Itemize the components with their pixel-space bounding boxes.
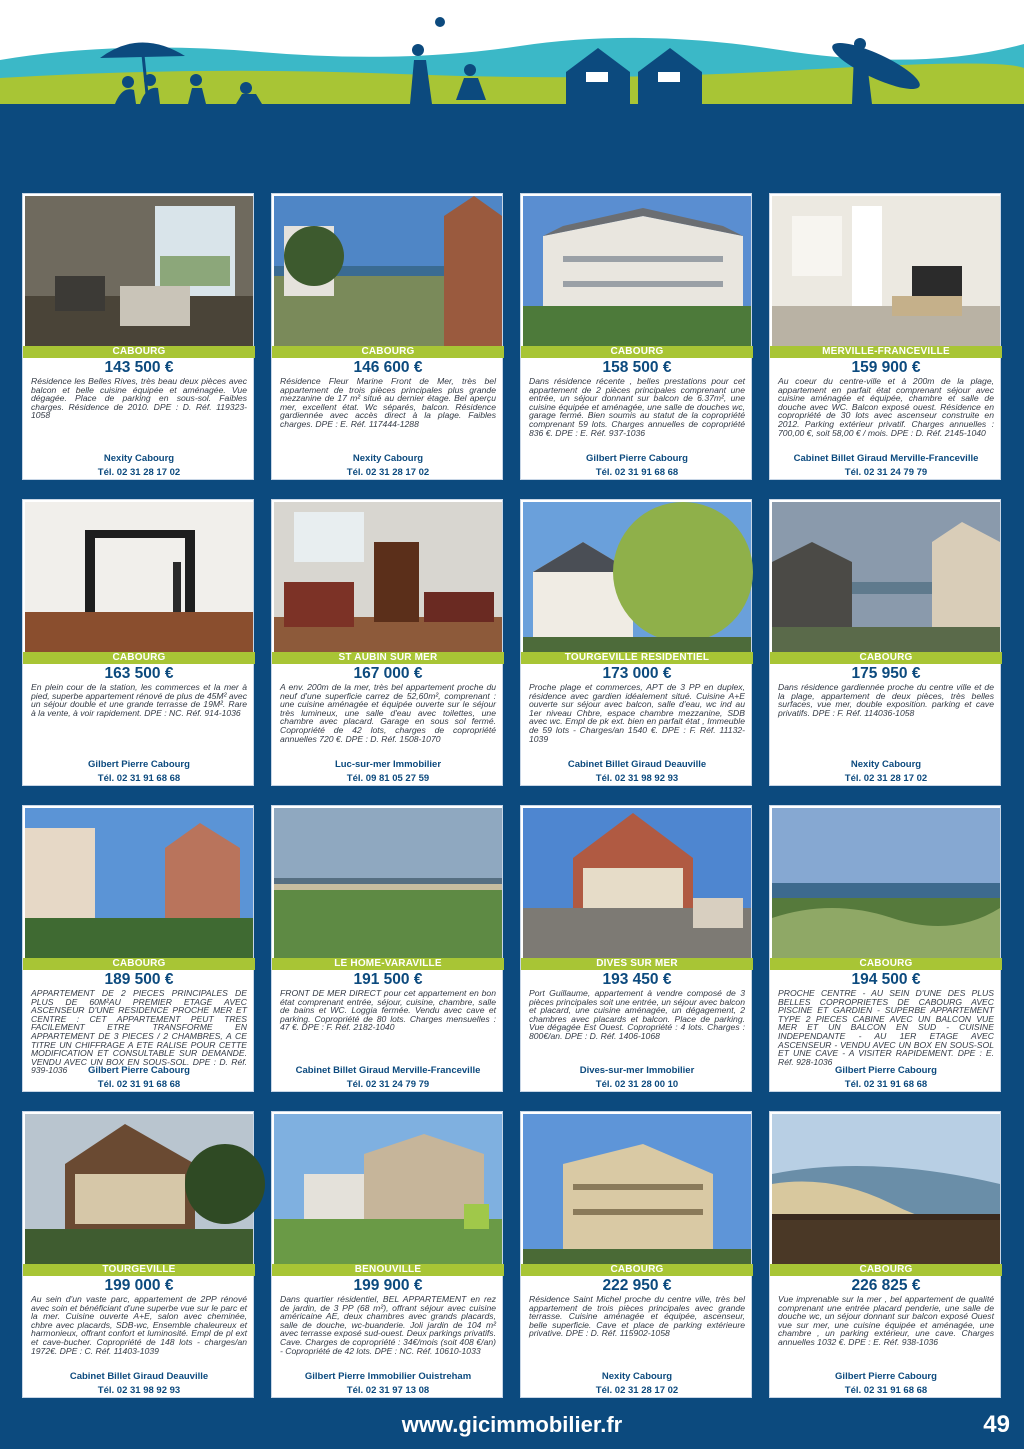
listing-photo xyxy=(772,808,1000,958)
listing-phone[interactable]: Tél. 02 31 98 92 93 xyxy=(97,1385,181,1396)
listing-agency: Cabinet Billet Giraud Deauville xyxy=(69,1371,209,1382)
listing-agency: Cabinet Billet Giraud Merville-Franceville xyxy=(793,453,979,464)
listing-price: 222 950 € xyxy=(602,1277,672,1294)
listing-location: LE HOME-VARAVILLE xyxy=(272,958,504,970)
listing-description: APPARTEMENT DE 2 PIECES PRINCIPALES DE PLUS DE 60M²AU PREMIER ETAGE AVEC ASCENSEUR D'UNE RESIDENCE PROCHE MER ET CENTRE : CET APPARTEMENT PEUT TRES FACILEMENT ETRE TRANSFORME EN APPARTEMENT DE 3 PIECES / 2 CHAMBRES, A CE TITRE UN CHIFFRAGE A ETE RALISE POUR CETTE MODIFICATION ET CONSULTABLE SUR DEMANDE. VENDU AVEC UN BOX EN SOUS-SOL. DPE : D. Réf. 939-1036 xyxy=(31,988,247,1076)
listing-description: FRONT DE MER DIRECT pour cet appartement en bon état comprenant entrée, séjour, cuisine, chambre, salle de bains et WC. Loggia fermée. Vendu avec cave et parking. Copropriété de 80 lots. Charges mensuelles : 47 €. DPE : F. Réf. 2182-1040 xyxy=(280,988,496,1033)
listing-description: En plein cour de la station, les commerces et la mer à pied, superbe appartement rénové de plus de 45M² avec un séjour double et une grande terrasse de 19M². Rare à la vente, à voir rapidement. DPE : NC. Réf. 914-1036 xyxy=(31,682,247,718)
listing-card[interactable] xyxy=(22,805,254,1092)
listing-price: 143 500 € xyxy=(104,359,174,376)
listing-price: 146 600 € xyxy=(353,359,423,376)
listing-phone[interactable]: Tél. 09 81 05 27 59 xyxy=(346,773,430,784)
listing-phone[interactable]: Tél. 02 31 91 68 68 xyxy=(97,773,181,784)
listing-location: CABOURG xyxy=(23,346,255,358)
listing-photo xyxy=(523,196,751,346)
listing-price: 189 500 € xyxy=(104,971,174,988)
website-link[interactable]: www.gicimmobilier.fr xyxy=(401,1412,623,1437)
listing-card[interactable] xyxy=(520,499,752,786)
listing-description: Dans quartier résidentiel, BEL APPARTEMENT en rez de jardin, de 3 PP (68 m²), offrant séjour avec cuisine américaine AE, deux chambres avec grands placards, salle de douche, wc-buanderie. Joli jardin de 104 m² avec terrasse exposé sud-ouest. Deux parkings privatifs. Cave. Charges de copropriété : 34€/mois (soit 408 €/an) - Copropriété de 42 lots. DPE : NC. Réf. 10610-1033 xyxy=(280,1294,496,1356)
listing-description: Dans résidence gardiennée proche du centre ville et de la plage, appartement de deux pièces, très belles surfaces, vue mer, double exposition. parking et cave privatifs. DPE : F. Réf. 114036-1058 xyxy=(778,682,994,718)
listing-phone[interactable]: Tél. 02 31 28 17 02 xyxy=(595,1385,679,1396)
listing-phone[interactable]: Tél. 02 31 24 79 79 xyxy=(844,467,928,478)
listing-card[interactable] xyxy=(22,193,254,480)
listing-agency: Nexity Cabourg xyxy=(103,453,175,464)
listing-card[interactable] xyxy=(271,193,503,480)
listing-agency: Nexity Cabourg xyxy=(601,1371,673,1382)
listing-card[interactable] xyxy=(520,193,752,480)
listing-price: 175 950 € xyxy=(851,665,921,682)
listing-photo xyxy=(274,1114,502,1264)
listing-location: CABOURG xyxy=(521,346,753,358)
listing-description: A env. 200m de la mer, très bel appartement proche du neuf d'une superficie carrez de 52,60m², comprenant : une cuisine aménagée et équipée ouverte sur le séjour très lumineux, une salle d'eau avec toilettes, une chambre avec placard. Garage en sous sol fermé. Copropriété de 42 lots, charges de copropriété annuelles 720 €. DPE : D. Réf. 1508-1070 xyxy=(280,682,496,744)
listing-agency: Nexity Cabourg xyxy=(352,453,424,464)
listing-location: TOURGEVILLE xyxy=(23,1264,255,1276)
listing-card[interactable] xyxy=(769,193,1001,480)
listing-description: Résidence Fleur Marine Front de Mer, très bel appartement de trois pièces principales plus grande mezzanine de 17 m² situé au dernier étage. Bel aperçu mer, excellent état. Wc séparés, balcon. Résidence gardiennée avec accès direct à la plage. Faibles charges. DPE : E. Réf. 117444-1288 xyxy=(280,376,496,429)
listing-agency: Gilbert Pierre Cabourg xyxy=(835,1065,937,1076)
listing-agency: Cabinet Billet Giraud Merville-Franceville xyxy=(295,1065,481,1076)
listing-location: CABOURG xyxy=(770,652,1002,664)
listing-location: CABOURG xyxy=(272,346,504,358)
listing-description: Au sein d'un vaste parc, appartement de 2PP rénové avec soin et bénéficiant d'une superbe vue sur le parc et la mer. Cuisine ouverte A+E, salon avec cheminée, chbre avec placards, SDB-wc, Ensemble chaleureux et harmonieux, offrant confort et luminosité. Empl de pl ext et cave-bucher. Copropriété de 148 lots - charges/an 1972€. DPE : C. Réf. 11403-1039 xyxy=(31,1294,247,1356)
listing-photo xyxy=(274,502,502,652)
listing-location: CABOURG xyxy=(770,1264,1002,1276)
listing-card[interactable] xyxy=(769,499,1001,786)
listing-card[interactable] xyxy=(769,1111,1001,1398)
listing-phone[interactable]: Tél. 02 31 28 17 02 xyxy=(346,467,430,478)
listing-phone[interactable]: Tél. 02 31 97 13 08 xyxy=(346,1385,430,1396)
beach-illustration xyxy=(0,0,1024,150)
listing-price: 193 450 € xyxy=(602,971,672,988)
listing-price: 163 500 € xyxy=(104,665,174,682)
listing-location: ST AUBIN SUR MER xyxy=(272,652,504,664)
listing-description: Résidence Saint Michel proche du centre ville, très bel appartement de trois pièces principales avec grande terrasse. Cuisine aménagée et équipée, ascenseur, belle superficie. Cave et place de parking extérieure privative. DPE : D. Réf. 115902-1058 xyxy=(529,1294,745,1339)
page-number: 49 xyxy=(983,1411,1010,1438)
listing-photo xyxy=(25,196,253,346)
listing-location: CABOURG xyxy=(521,1264,753,1276)
listing-agency: Gilbert Pierre Cabourg xyxy=(835,1371,937,1382)
listing-card[interactable] xyxy=(271,805,503,1092)
listing-phone[interactable]: Tél. 02 31 28 00 10 xyxy=(595,1079,679,1090)
listing-location: DIVES SUR MER xyxy=(521,958,753,970)
listing-photo xyxy=(772,502,1000,652)
listing-price: 226 825 € xyxy=(851,1277,921,1294)
listing-phone[interactable]: Tél. 02 31 91 68 68 xyxy=(844,1079,928,1090)
listing-description: Port Guillaume, appartement à vendre composé de 3 pièces principales soit une entrée, un séjour avec balcon et placard, une cuisine aménagée, un dégagement, 2 chambres avec placards et balcon. Place de parking. Vue dégagée Est Ouest. Copropriété : 4 lots. Charges : 800€/an. DPE : D. Réf. 1406-1068 xyxy=(529,988,745,1041)
listing-photo xyxy=(274,196,502,346)
listing-agency: Gilbert Pierre Cabourg xyxy=(88,759,190,770)
listing-card[interactable] xyxy=(769,805,1001,1092)
listing-description: PROCHE CENTRE - AU SEIN D'UNE DES PLUS BELLES COPROPRIETES DE CABOURG AVEC PISCINE ET GARDIEN - SUPERBE APPARTEMENT TYPE 2 PIECES CABINE AVEC UN BALCON VUE MER ET UN BALCON EN SUD - CUISINE INDEPENDANTE - AU 1ER ETAGE AVEC ASCENSEUR - VENDU AVEC UN BOX EN SOUS-SOL ET UNE CAVE - A VISITER RAPIDEMENT. DPE : E. Réf. 928-1036 xyxy=(778,988,994,1067)
listing-photo xyxy=(25,502,253,652)
listing-price: 158 500 € xyxy=(602,359,672,376)
listing-card[interactable] xyxy=(22,499,254,786)
listing-price: 199 000 € xyxy=(104,1277,174,1294)
listing-location: TOURGEVILLE RESIDENTIEL xyxy=(521,652,753,664)
listing-location: CABOURG xyxy=(23,652,255,664)
listing-card[interactable] xyxy=(271,1111,503,1398)
listing-photo xyxy=(274,808,502,958)
listing-card[interactable] xyxy=(22,1111,254,1398)
listing-description: Résidence les Belles Rives, très beau deux pièces avec balcon et belle cuisine équipée et aménagée. Vue dégagée. Place de parking en sous-sol. Faibles charges. Résidence de 2010. DPE : D. Réf. 119323-1058 xyxy=(31,376,247,421)
listing-location: CABOURG xyxy=(23,958,255,970)
listing-phone[interactable]: Tél. 02 31 91 68 68 xyxy=(844,1385,928,1396)
listing-agency: Luc-sur-mer Immobilier xyxy=(334,759,442,770)
listing-price: 191 500 € xyxy=(353,971,423,988)
listing-price: 167 000 € xyxy=(353,665,423,682)
listing-photo xyxy=(523,502,751,652)
listing-phone[interactable]: Tél. 02 31 98 92 93 xyxy=(595,773,679,784)
listing-price: 159 900 € xyxy=(851,359,921,376)
listing-card[interactable] xyxy=(271,499,503,786)
listing-agency: Dives-sur-mer Immobilier xyxy=(579,1065,695,1076)
listing-description: Proche plage et commerces, APT de 3 PP en duplex, résidence avec gardien idéalement situé. Cuisine A+E ouverte sur séjour avec balcon, salle d'eau, wc ind au 1er niveau Chbre, espace chambre mezzanine, SDB avec wc. Empl de pk ext. bien en parfait état , Immeuble de 59 lots - Charges/an 1540 €. DPE : F. Réf. 11132-1039 xyxy=(529,682,745,744)
listing-agency: Gilbert Pierre Immobilier Ouistreham xyxy=(304,1371,472,1382)
listing-description: Dans résidence récente , belles prestations pour cet appartement de 2 pièces principales comprenant une entrée, un séjour donnant sur balcon de 6.37m², une cuisine équipée et aménagée, une salle de douches wc, garage fermé. Bien soumis au statut de la copropriété comprenant 59 lots. Charges annuelles de copropriété 836 €. DPE : E. Réf. 937-1036 xyxy=(529,376,745,438)
listing-description: Vue imprenable sur la mer , bel appartement de qualité comprenant une entrée placard penderie, une salle de douche wc, un séjour donnant sur balcon exposé Ouest vue sur mer, une cuisine équipée et aménagée, une chambre , un parking extérieur, une cave. Charges annuelles 1032 €. DPE : E. Réf. 938-1036 xyxy=(778,1294,994,1347)
listing-price: 194 500 € xyxy=(851,971,921,988)
listing-photo xyxy=(25,808,253,958)
listing-photo xyxy=(25,1114,253,1264)
listings-grid xyxy=(22,193,1002,1403)
listing-location: CABOURG xyxy=(770,958,1002,970)
listing-price: 173 000 € xyxy=(602,665,672,682)
header-banner xyxy=(0,0,1024,150)
listing-phone[interactable]: Tél. 02 31 28 17 02 xyxy=(844,773,928,784)
listing-phone[interactable]: Tél. 02 31 28 17 02 xyxy=(97,467,181,478)
listing-photo xyxy=(772,1114,1000,1264)
listing-location: MERVILLE-FRANCEVILLE xyxy=(770,346,1002,358)
listing-agency: Cabinet Billet Giraud Deauville xyxy=(567,759,707,770)
listing-card[interactable] xyxy=(520,1111,752,1398)
listing-photo xyxy=(772,196,1000,346)
listing-location: BENOUVILLE xyxy=(272,1264,504,1276)
listing-description: Au coeur du centre-ville et à 200m de la plage, appartement en parfait état comprenant séjour avec cuisine aménagée et équipée, chambre et salle de douche avec WC. Balcon exposé ouest. Résidence en copropriété de 30 lots avec ascenseur construite en 2012. Parking extérieur privatif. Charges annuelles : 700,00 €, soit 58,00 € / mois. DPE : D. Réf. 2145-1040 xyxy=(778,376,994,438)
listing-phone[interactable]: Tél. 02 31 91 68 68 xyxy=(595,467,679,478)
listing-agency: Gilbert Pierre Cabourg xyxy=(88,1065,190,1076)
listing-card[interactable] xyxy=(520,805,752,1092)
listing-agency: Gilbert Pierre Cabourg xyxy=(586,453,688,464)
listing-agency: Nexity Cabourg xyxy=(850,759,922,770)
listing-photo xyxy=(523,1114,751,1264)
listing-photo xyxy=(523,808,751,958)
listing-phone[interactable]: Tél. 02 31 24 79 79 xyxy=(346,1079,430,1090)
listing-phone[interactable]: Tél. 02 31 91 68 68 xyxy=(97,1079,181,1090)
listing-price: 199 900 € xyxy=(353,1277,423,1294)
